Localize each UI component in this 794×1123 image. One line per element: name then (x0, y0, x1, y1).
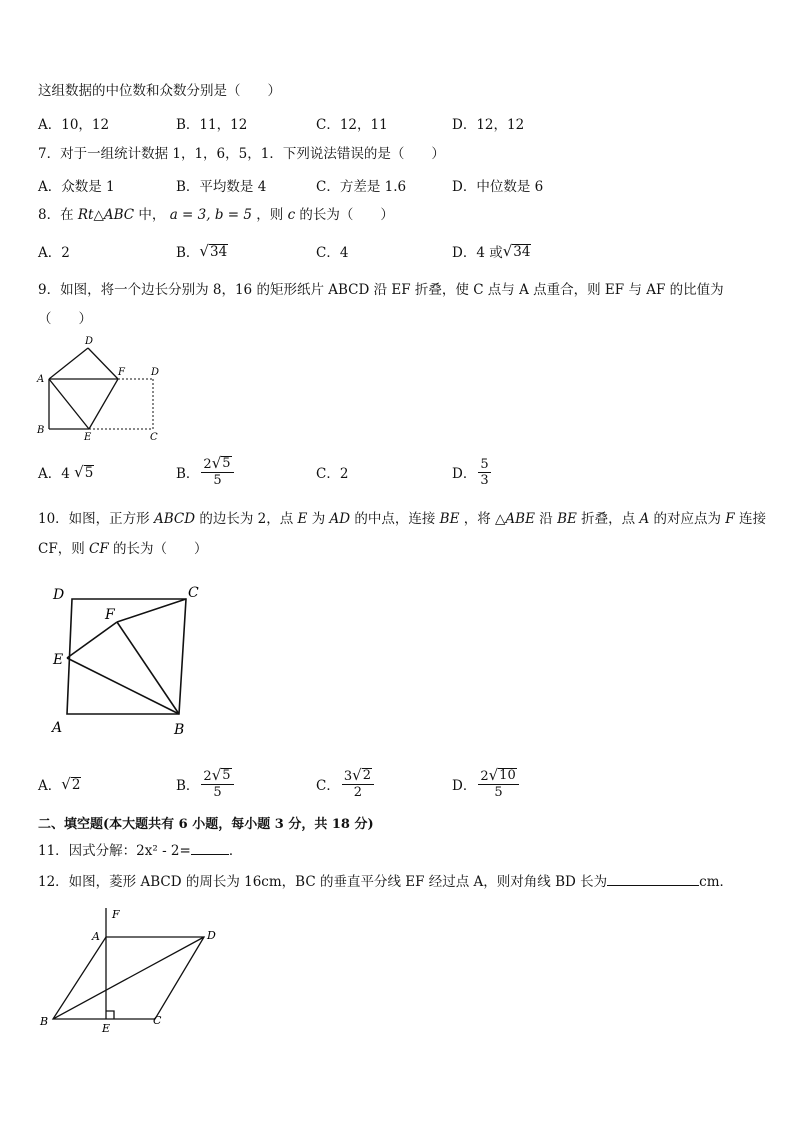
q10-option-d-coef: 2 (480, 769, 489, 784)
sqrt-symbol: √ 10 (488, 766, 516, 784)
q8-option-d (452, 236, 531, 266)
fraction (201, 768, 233, 800)
q8-option-b (176, 236, 228, 266)
sqrt-symbol: √ 2 (352, 766, 371, 784)
q10-var: AD (329, 511, 351, 527)
q8-givens: a = 3, b = 5 (169, 207, 252, 223)
q10-option-d (452, 764, 521, 804)
q10-option-b-den: 5 (213, 785, 222, 800)
q8-triangle: Rt△ABC (77, 207, 135, 223)
q6-option-a: A．10，12 (38, 117, 110, 133)
q11-answer-blank[interactable] (191, 854, 229, 855)
q10-var: F (725, 511, 735, 527)
q9-edge-ae (49, 379, 89, 429)
q12-label-c: C (153, 1014, 162, 1027)
q9-label-f: F (118, 367, 125, 378)
q7-options (38, 170, 758, 200)
q9-option-d-label: D． (452, 466, 477, 482)
q10-edge-fb (117, 622, 179, 714)
q10-var: A (639, 511, 650, 527)
q8-var-c: c (287, 207, 296, 223)
q10-text: 的边长为 2，点 (199, 511, 294, 527)
q10-text: CF，则 (38, 541, 85, 557)
fraction (478, 768, 518, 800)
q10-option-c-radicand: 2 (362, 768, 371, 783)
q8-option-b-radicand: 34 (209, 243, 228, 260)
q8-option-d-label: D．4 或 (452, 245, 503, 261)
q6-option-d: D．12，12 (452, 117, 525, 133)
q9-edge-df-folded (88, 348, 118, 379)
q12-label-e: E (102, 1022, 111, 1034)
sqrt-symbol: √ 34 (199, 241, 228, 260)
q10-option-a-radicand: 2 (71, 776, 81, 793)
q9-label-b: B (37, 425, 45, 436)
q7-option-b: B．平均数是 4 (176, 179, 267, 195)
q10-edge-fc (117, 599, 186, 622)
q9-option-a-radicand: 5 (84, 464, 94, 481)
q12-text: 12．如图，菱形 ABCD 的周长为 16cm，BC 的垂直平分线 EF 经过点 A，则对角线 BD 长为 (38, 874, 608, 890)
q10-option-d-label: D． (452, 778, 477, 794)
q9-label-d2: D (151, 367, 160, 378)
q10-stem-line2 (38, 540, 208, 558)
sqrt-symbol: √ 5 (74, 462, 94, 481)
q10-text: 沿 (539, 511, 553, 527)
q10-label-c: C (188, 585, 199, 601)
q10-figure (48, 582, 218, 742)
q10-var: △ABE (495, 511, 535, 527)
q9-label-d: D (85, 336, 94, 347)
q10-var: BE (439, 511, 460, 527)
sqrt-symbol: √ 2 (61, 774, 81, 793)
q10-option-b-radicand: 5 (222, 768, 231, 783)
q8-options (38, 236, 758, 266)
q10-label-d: D (53, 587, 65, 603)
q10-text: 的对应点为 (653, 511, 721, 527)
q12-label-a: A (92, 930, 100, 943)
q9-option-b-den: 5 (213, 473, 222, 488)
q9-label-a: A (37, 374, 45, 385)
fraction (342, 768, 374, 800)
q10-option-c-label: C． (316, 778, 340, 794)
q9-option-d (452, 452, 493, 492)
fraction (201, 456, 233, 488)
q8-stem-suffix: 的长为（ ） (299, 207, 394, 223)
q9-option-b-label: B． (176, 466, 200, 482)
q8-option-b-label: B． (176, 245, 200, 261)
q12-label-f: F (112, 908, 120, 921)
q12-label-b: B (40, 1015, 49, 1028)
q8-stem-mid: 中， (138, 207, 166, 223)
q10-var: CF (89, 541, 109, 557)
q8-option-c: C．4 (316, 245, 349, 261)
q10-option-c-coef: 3 (343, 769, 353, 784)
q10-var: ABCD (153, 511, 196, 527)
q6-options (38, 108, 758, 138)
q10-edge-eb (67, 658, 179, 714)
q11-stem (38, 842, 242, 860)
q9-option-d-den: 3 (480, 472, 489, 488)
q11-end: ． (228, 843, 243, 859)
q10-text: 为 (311, 511, 326, 527)
q12-label-d: D (207, 929, 216, 942)
q9-label-c: C (150, 432, 158, 443)
q12-right-angle-mark (106, 1011, 114, 1019)
q12-unit: cm． (699, 874, 734, 890)
q9-edge-ef (89, 379, 118, 429)
q7-option-d: D．中位数是 6 (452, 179, 544, 195)
q7-option-a: A．众数是 1 (38, 179, 115, 195)
q9-edge-ad-folded (49, 348, 88, 379)
q8-stem-mid2: ，则 (256, 207, 284, 223)
q9-label-e: E (84, 432, 92, 443)
q9-option-a (38, 452, 94, 492)
q10-option-c-den: 2 (353, 785, 363, 800)
q10-options (38, 764, 758, 804)
q10-option-c (316, 764, 376, 804)
q6-option-b: B．11，12 (176, 117, 248, 133)
q9-option-d-num: 5 (480, 456, 489, 472)
q9-option-b (176, 452, 236, 492)
q10-text: 的中点，连接 (354, 511, 436, 527)
sqrt-symbol: √ 5 (211, 766, 231, 784)
q9-option-a-label: A．4 (38, 466, 70, 482)
q10-text: 的长为（ ） (113, 541, 208, 557)
q10-text: 连接 (738, 511, 766, 527)
q11-text: 11．因式分解：2x² - 2= (38, 843, 191, 859)
q10-label-f: F (105, 607, 115, 623)
q10-label-b: B (174, 722, 185, 738)
q12-figure (36, 904, 226, 1034)
q8-stem-prefix: 8．在 (38, 207, 74, 223)
q6-option-c: C．12，11 (316, 117, 388, 133)
q9-paren: （ ） (38, 311, 92, 327)
q10-option-d-radicand: 10 (499, 768, 516, 783)
q12-diagonal-bd (53, 937, 204, 1019)
q9-options (38, 452, 758, 492)
q10-text: 折叠，点 (581, 511, 636, 527)
fraction (478, 457, 490, 488)
q7-option-c: C．方差是 1.6 (316, 179, 407, 195)
q10-label-e: E (53, 652, 64, 668)
q10-var: BE (557, 511, 577, 527)
q10-label-a: A (52, 720, 63, 736)
q9-figure (34, 334, 170, 444)
q10-text: ，将 (463, 511, 491, 527)
q10-var: E (297, 511, 308, 527)
q10-option-b (176, 764, 236, 804)
q7-stem: 7．对于一组统计数据 1，1，6，5，1．下列说法错误的是（ ） (38, 146, 445, 162)
q8-option-d-radicand: 34 (513, 243, 531, 260)
q9-option-c: C．2 (316, 466, 349, 482)
q10-option-d-den: 5 (494, 785, 503, 800)
section-2-title: 二、填空题(本大题共有 6 小题，每小题 3 分，共 18 分) (38, 817, 374, 832)
q10-edge-ef (67, 622, 117, 658)
sqrt-symbol: √ 5 (211, 454, 231, 472)
q9-option-b-radicand: 5 (222, 456, 231, 471)
q10-option-a (38, 764, 81, 804)
q10-stem-line1 (38, 510, 766, 528)
q9-stem: 9．如图，将一个边长分别为 8，16 的矩形纸片 ABCD 沿 EF 折叠，使 C 点与 A 点重合，则 EF 与 AF 的比值为 (38, 282, 724, 298)
q12-stem (38, 873, 733, 891)
sqrt-symbol: √ 34 (502, 241, 531, 260)
q10-option-b-coef: 2 (203, 769, 212, 784)
q10-option-b-label: B． (176, 778, 200, 794)
q9-option-b-coef: 2 (203, 457, 212, 472)
q10-option-a-label: A． (38, 778, 62, 794)
q6-stem: 这组数据的中位数和众数分别是（ ） (38, 83, 281, 99)
q8-option-a: A．2 (38, 245, 70, 261)
q10-text: 10．如图，正方形 (38, 511, 150, 527)
q8-stem (38, 206, 394, 224)
q12-answer-blank[interactable] (607, 885, 699, 886)
